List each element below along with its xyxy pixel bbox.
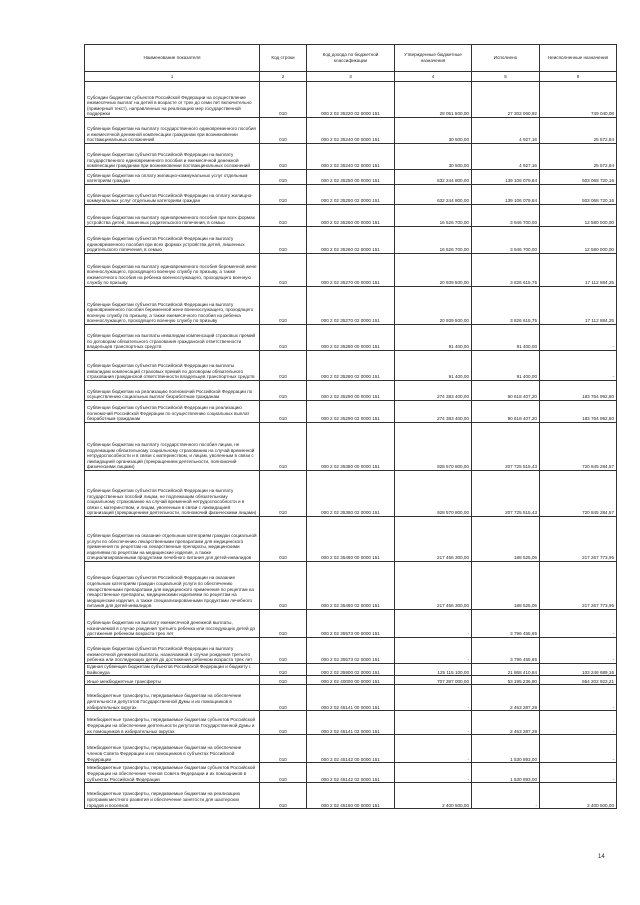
header-remaining: Неисполненные назначения xyxy=(540,45,617,72)
row-approved-cell: - xyxy=(395,763,472,783)
row-remaining-cell: 25 572,84 xyxy=(540,144,617,170)
budget-report-table xyxy=(84,44,617,809)
row-executed-cell: 3 826 615,75 xyxy=(472,287,540,325)
column-number: 6 xyxy=(540,72,617,82)
row-remaining-cell: - xyxy=(540,763,617,783)
row-remaining-cell: - xyxy=(540,711,617,735)
row-executed-cell: 4 927,16 xyxy=(472,144,540,170)
row-code-cell: 010 xyxy=(260,170,307,185)
row-code-cell: 010 xyxy=(260,325,307,351)
row-name-cell: Субвенции бюджетам субъектов Российской Федерации на выплату государственных пособий лицам, не подлежащим обязательному социальному страхованию на случай временной нетрудоспособности и в связи с материнством, и лицам, уволенным в связи с ликвидацией организаций (прекращением деятельности, полномочий физическими лицами) xyxy=(85,471,260,517)
row-name-cell: Субвенции бюджетам субъектов Российской Федерации на выплаты инвалидам компенсаций страховых премий по договорам обязательного страхования гражданской ответственности владельцев транспортных средств xyxy=(85,351,260,381)
row-code-cell: 010 xyxy=(260,517,307,562)
row-remaining-cell: 217 267 773,95 xyxy=(540,517,617,562)
row-kbk-cell: 000 2 02 45142 02 0000 151 xyxy=(307,763,395,783)
row-code-cell: 010 xyxy=(260,763,307,783)
table-row xyxy=(85,227,617,254)
table-row xyxy=(85,401,617,423)
table-row xyxy=(85,351,617,381)
row-name-cell: Субвенции бюджетам субъектов Российской Федерации на выплату единовременного пособия при всех формах устройства детей, лишенных родительского попечения, в семью xyxy=(85,227,260,254)
row-kbk-cell: 000 2 02 35250 00 0000 151 xyxy=(307,170,395,185)
row-executed-cell: 207 725 515,43 xyxy=(472,471,540,517)
row-remaining-cell: 217 267 773,95 xyxy=(540,562,617,610)
row-executed-cell: 2 463 287,29 xyxy=(472,685,540,711)
page-number: 14 xyxy=(598,854,605,860)
row-remaining-cell: - xyxy=(540,735,617,763)
row-kbk-cell: 000 2 02 35290 02 0000 151 xyxy=(307,401,395,423)
row-executed-cell: 53 195 236,80 xyxy=(472,676,540,685)
row-remaining-cell: 503 068 720,16 xyxy=(540,185,617,205)
row-code-cell: 010 xyxy=(260,783,307,809)
row-kbk-cell: 000 2 02 35460 02 0000 151 xyxy=(307,562,395,610)
table-row xyxy=(85,287,617,325)
row-kbk-cell: 000 2 02 35250 02 0000 151 xyxy=(307,185,395,205)
row-kbk-cell: 000 2 02 35573 02 0000 151 xyxy=(307,638,395,664)
row-code-cell: 010 xyxy=(260,471,307,517)
row-approved-cell: 20 939 500,00 xyxy=(395,287,472,325)
row-executed-cell: 90 618 407,20 xyxy=(472,401,540,423)
row-kbk-cell: 000 2 02 35240 02 0000 151 xyxy=(307,144,395,170)
row-remaining-cell: 183 764 992,80 xyxy=(540,381,617,401)
row-approved-cell: - xyxy=(395,735,472,763)
row-kbk-cell: 000 2 02 35290 00 0000 151 xyxy=(307,381,395,401)
row-kbk-cell: 000 2 02 35900 02 0000 151 xyxy=(307,664,395,676)
table-row xyxy=(85,783,617,809)
row-approved-cell: 91 400,00 xyxy=(395,325,472,351)
table-row xyxy=(85,170,617,185)
row-executed-cell: 4 927,16 xyxy=(472,118,540,144)
row-name-cell: Субвенции бюджетам на выплату государственного пособия лицам, не подлежащим обязательному социальному страхованию на случай временной нетрудоспособности и в связи с материнством, и лицам, уволенным в связи с ликвидацией организаций (прекращением деятельности, полномочий физическими лицами) xyxy=(85,423,260,471)
row-executed-cell: 139 106 079,84 xyxy=(472,185,540,205)
row-name-cell: Иные межбюджетные трансферты xyxy=(85,676,260,685)
column-number: 4 xyxy=(395,72,472,82)
row-executed-cell: 3 946 700,00 xyxy=(472,205,540,227)
header-kbk: Код дохода по бюджетной классификации xyxy=(307,45,395,72)
row-approved-cell: 30 500,00 xyxy=(395,118,472,144)
table-row xyxy=(85,185,617,205)
row-approved-cell: - xyxy=(395,610,472,638)
row-remaining-cell: 503 068 720,16 xyxy=(540,170,617,185)
row-approved-cell: 28 051 500,00 xyxy=(395,82,472,118)
row-code-cell: 010 xyxy=(260,735,307,763)
row-kbk-cell: 000 2 02 35460 00 0000 151 xyxy=(307,517,395,562)
row-kbk-cell: 000 2 02 35270 00 0000 151 xyxy=(307,254,395,287)
row-name-cell: Межбюджетные трансферты, передаваемые бюджетам на обеспечение деятельности депутатов Государственной Думы и их помощников в избирательных округах xyxy=(85,685,260,711)
row-kbk-cell: 000 2 02 35380 00 0000 151 xyxy=(307,423,395,471)
row-code-cell: 010 xyxy=(260,562,307,610)
row-code-cell: 010 xyxy=(260,638,307,664)
row-approved-cell: - xyxy=(395,711,472,735)
row-approved-cell: 16 526 700,00 xyxy=(395,205,472,227)
row-name-cell: Межбюджетные трансферты, передаваемые бюджетам субъектов Российской Федерации на обеспечение членов Совета Федерации и их помощников в субъектах Российской Федерации xyxy=(85,763,260,783)
table-row xyxy=(85,638,617,664)
row-executed-cell: 27 302 060,92 xyxy=(472,82,540,118)
row-name-cell: Субсидии бюджетам субъектов Российской Федерации на осуществление ежемесячных выплат на детей в возрасте от трех до семи лет включительно (примерный текст), направленных на реализацию мер государственной поддержки xyxy=(85,82,260,118)
row-code-cell: 010 xyxy=(260,287,307,325)
row-approved-cell: 16 526 700,00 xyxy=(395,227,472,254)
row-kbk-cell: 000 2 02 45141 02 0000 151 xyxy=(307,711,395,735)
row-executed-cell: 139 106 079,84 xyxy=(472,170,540,185)
row-executed-cell: 1 530 893,00 xyxy=(472,735,540,763)
row-executed-cell: 2 463 287,29 xyxy=(472,711,540,735)
row-executed-cell: 3 796 455,65 xyxy=(472,610,540,638)
row-executed-cell: 21 868 410,84 xyxy=(472,664,540,676)
row-approved-cell: 2 400 500,00 xyxy=(395,783,472,809)
row-remaining-cell: - xyxy=(540,610,617,638)
header-approved: Утвержденные бюджетные назначения xyxy=(395,45,472,72)
table-row xyxy=(85,735,617,763)
row-remaining-cell: 25 572,84 xyxy=(540,118,617,144)
row-remaining-cell: - xyxy=(540,685,617,711)
row-kbk-cell: 000 2 02 35260 02 0000 151 xyxy=(307,227,395,254)
row-executed-cell: - xyxy=(472,783,540,809)
row-code-cell: 010 xyxy=(260,423,307,471)
row-code-cell: 010 xyxy=(260,664,307,676)
row-approved-cell: 125 115 100,00 xyxy=(395,664,472,676)
row-name-cell: Субвенции бюджетам субъектов Российской Федерации на оплату жилищно-коммунальных услуг отдельным категориям граждан xyxy=(85,185,260,205)
table-row xyxy=(85,118,617,144)
row-approved-cell: 20 939 500,00 xyxy=(395,254,472,287)
row-remaining-cell: 183 764 992,80 xyxy=(540,401,617,423)
header-name: Наименование показателя xyxy=(85,45,260,72)
row-executed-cell: 3 946 700,00 xyxy=(472,227,540,254)
row-name-cell: Субвенции бюджетам субъектов Российской Федерации на выплату единовременного пособия беременной жене военнослужащего, проходящего военную службу по призыву, а также ежемесячного пособия на ребенка военнослужащего, проходящего военную службу по призыву xyxy=(85,287,260,325)
column-number: 1 xyxy=(85,72,260,82)
table-row xyxy=(85,144,617,170)
header-executed: Исполнено xyxy=(472,45,540,72)
table-body xyxy=(85,82,617,809)
row-kbk-cell: 000 2 02 35573 00 0000 151 xyxy=(307,610,395,638)
row-name-cell: Субвенции бюджетам на выплаты инвалидам компенсаций страховых премий по договорам обязательного страхования гражданской ответственности владельцев транспортных средств xyxy=(85,325,260,351)
row-code-cell: 010 xyxy=(260,185,307,205)
row-name-cell: Субвенции бюджетам на оплату жилищно-коммунальных услуг отдельным категориям граждан xyxy=(85,170,260,185)
row-remaining-cell: 12 580 000,00 xyxy=(540,227,617,254)
row-name-cell: Межбюджетные трансферты, передаваемые бюджетам на реализацию программ местного развития и обеспечение занятости для шахтерских городов и поселков xyxy=(85,783,260,809)
row-approved-cell: 217 456 300,00 xyxy=(395,562,472,610)
header-row xyxy=(85,45,617,72)
row-name-cell: Субвенции бюджетам на оказание отдельным категориям граждан социальной услуги по обеспечению лекарственными препаратами для медицинского применения по рецептам на лекарственные препараты, медицинскими изделиями по рецептам на медицинские изделия, а также специализированными продуктами лечебного питания для детей-инвалидов xyxy=(85,517,260,562)
row-code-cell: 010 xyxy=(260,82,307,118)
row-executed-cell: 188 525,05 xyxy=(472,517,540,562)
row-remaining-cell: 720 845 284,57 xyxy=(540,471,617,517)
row-name-cell: Субвенции бюджетам субъектов Российской Федерации на выплату государственного единовременного пособия и ежемесячной денежной компенсации гражданам при возникновении поствакцинальных осложнений xyxy=(85,144,260,170)
row-approved-cell: 30 500,00 xyxy=(395,144,472,170)
row-kbk-cell: 000 2 02 35280 00 0000 151 xyxy=(307,325,395,351)
row-kbk-cell: 000 2 02 35280 02 0000 151 xyxy=(307,351,395,381)
row-code-cell: 010 xyxy=(260,610,307,638)
row-name-cell: Субвенции бюджетам субъектов Российской Федерации на выплату ежемесячной денежной выплаты, назначаемой в случае рождения третьего ребенка или последующих детей до достижения ребенком возраста трех лет xyxy=(85,638,260,664)
table-row xyxy=(85,676,617,685)
row-name-cell: Субвенции бюджетам на реализацию полномочий Российской Федерации по осуществлению социальных выплат безработным гражданам xyxy=(85,381,260,401)
row-remaining-cell: 749 040,08 xyxy=(540,82,617,118)
table-row xyxy=(85,610,617,638)
table-row xyxy=(85,325,617,351)
row-executed-cell: 1 530 893,00 xyxy=(472,763,540,783)
row-remaining-cell: 17 112 884,25 xyxy=(540,287,617,325)
row-approved-cell: 928 570 800,00 xyxy=(395,471,472,517)
table-row xyxy=(85,711,617,735)
row-executed-cell: 91 400,00 xyxy=(472,325,540,351)
column-number: 5 xyxy=(472,72,540,82)
row-approved-cell: 91 400,00 xyxy=(395,351,472,381)
row-name-cell: Субвенции бюджетам субъектов Российской Федерации на оказание отдельным категориям граждан социальной услуги по обеспечению лекарственными препаратами для медицинского применения по рецептам на лекарственные препараты, медицинскими изделиями по рецептам на медицинские изделия, а также специализированными продуктами лечебного питания для детей-инвалидов xyxy=(85,562,260,610)
row-code-cell: 010 xyxy=(260,118,307,144)
row-approved-cell: 274 383 400,00 xyxy=(395,381,472,401)
row-kbk-cell: 000 2 02 35380 02 0000 151 xyxy=(307,471,395,517)
row-kbk-cell: 000 2 02 35260 00 0000 151 xyxy=(307,205,395,227)
row-code-cell: 010 xyxy=(260,381,307,401)
row-code-cell: 010 xyxy=(260,254,307,287)
column-number: 3 xyxy=(307,72,395,82)
table-row xyxy=(85,471,617,517)
row-kbk-cell: 000 2 02 45141 00 0000 151 xyxy=(307,685,395,711)
row-remaining-cell: 17 112 884,25 xyxy=(540,254,617,287)
row-approved-cell: 707 387 000,00 xyxy=(395,676,472,685)
row-remaining-cell: 720 845 284,57 xyxy=(540,423,617,471)
row-name-cell: Межбюджетные трансферты, передаваемые бюджетам субъектов Российской Федерации на обеспечение деятельности депутатов Государственной Думы и их помощников в избирательных округах xyxy=(85,711,260,735)
row-kbk-cell: 000 2 02 45142 00 0000 151 xyxy=(307,735,395,763)
row-kbk-cell: 000 2 02 45160 00 0000 151 xyxy=(307,783,395,809)
row-remaining-cell: - xyxy=(540,325,617,351)
row-code-cell: 010 xyxy=(260,401,307,423)
row-remaining-cell: - xyxy=(540,638,617,664)
table-row xyxy=(85,517,617,562)
row-name-cell: Субвенции бюджетам на выплату ежемесячной денежной выплаты, назначаемой в случае рождения третьего ребенка или последующих детей до достижения ребенком возраста трех лет xyxy=(85,610,260,638)
row-kbk-cell: 000 2 02 35220 02 0000 151 xyxy=(307,82,395,118)
column-number: 2 xyxy=(260,72,307,82)
row-name-cell: Субвенции бюджетам на выплату единовременного пособия при всех формах устройства детей, лишенных родительского попечения, в семью xyxy=(85,205,260,227)
row-code-cell: 010 xyxy=(260,144,307,170)
row-code-cell: 010 xyxy=(260,205,307,227)
table-row xyxy=(85,685,617,711)
table-row xyxy=(85,381,617,401)
row-approved-cell: - xyxy=(395,685,472,711)
table-row xyxy=(85,664,617,676)
row-approved-cell: 632 244 800,00 xyxy=(395,185,472,205)
row-kbk-cell: 000 2 02 40000 00 0000 151 xyxy=(307,676,395,685)
table-row xyxy=(85,763,617,783)
row-kbk-cell: 000 2 02 35270 02 0000 151 xyxy=(307,287,395,325)
row-code-cell: 010 xyxy=(260,351,307,381)
row-remaining-cell: 2 400 500,00 xyxy=(540,783,617,809)
row-approved-cell: 217 456 300,00 xyxy=(395,517,472,562)
row-approved-cell: 632 244 800,00 xyxy=(395,170,472,185)
row-name-cell: Межбюджетные трансферты, передаваемые бюджетам на обеспечение членов Совета Федерации и их помощников в субъектах Российской Федерации xyxy=(85,735,260,763)
row-approved-cell: 274 383 400,00 xyxy=(395,401,472,423)
row-remaining-cell: 12 580 000,00 xyxy=(540,205,617,227)
row-name-cell: Субвенции бюджетам субъектов Российской Федерации на реализацию полномочий Российской Федерации по осуществлению социальных выплат безработным гражданам xyxy=(85,401,260,423)
row-approved-cell: 928 570 800,00 xyxy=(395,423,472,471)
row-code-cell: 010 xyxy=(260,685,307,711)
row-executed-cell: 91 400,00 xyxy=(472,351,540,381)
row-executed-cell: 3 796 455,65 xyxy=(472,638,540,664)
row-code-cell: 010 xyxy=(260,711,307,735)
row-code-cell: 010 xyxy=(260,676,307,685)
row-remaining-cell: 103 246 689,16 xyxy=(540,664,617,676)
column-number-row xyxy=(85,72,617,82)
row-remaining-cell: - xyxy=(540,351,617,381)
table-row xyxy=(85,82,617,118)
row-name-cell: Субвенции бюджетам на выплату единовременного пособия беременной жене военнослужащего, проходящего военную службу по призыву, а также ежемесячного пособия на ребенка военнослужащего, проходящего военную службу по призыву xyxy=(85,254,260,287)
header-code: Код строки xyxy=(260,45,307,72)
row-executed-cell: 207 725 515,43 xyxy=(472,423,540,471)
table-row xyxy=(85,562,617,610)
row-remaining-cell: 654 202 923,21 xyxy=(540,676,617,685)
row-kbk-cell: 000 2 02 35240 00 0000 151 xyxy=(307,118,395,144)
row-executed-cell: 188 525,05 xyxy=(472,562,540,610)
table-row xyxy=(85,423,617,471)
row-name-cell: Субвенции бюджетам на выплату государственного единовременного пособия и ежемесячной денежной компенсации гражданам при возникновении поствакцинальных осложнений xyxy=(85,118,260,144)
row-name-cell: Единая субвенция бюджетам субъектов Российской Федерации и бюджету г. Байконура xyxy=(85,664,260,676)
table-row xyxy=(85,254,617,287)
row-executed-cell: 3 826 615,75 xyxy=(472,254,540,287)
table-row xyxy=(85,205,617,227)
row-code-cell: 010 xyxy=(260,227,307,254)
row-executed-cell: 90 618 407,20 xyxy=(472,381,540,401)
row-approved-cell: - xyxy=(395,638,472,664)
